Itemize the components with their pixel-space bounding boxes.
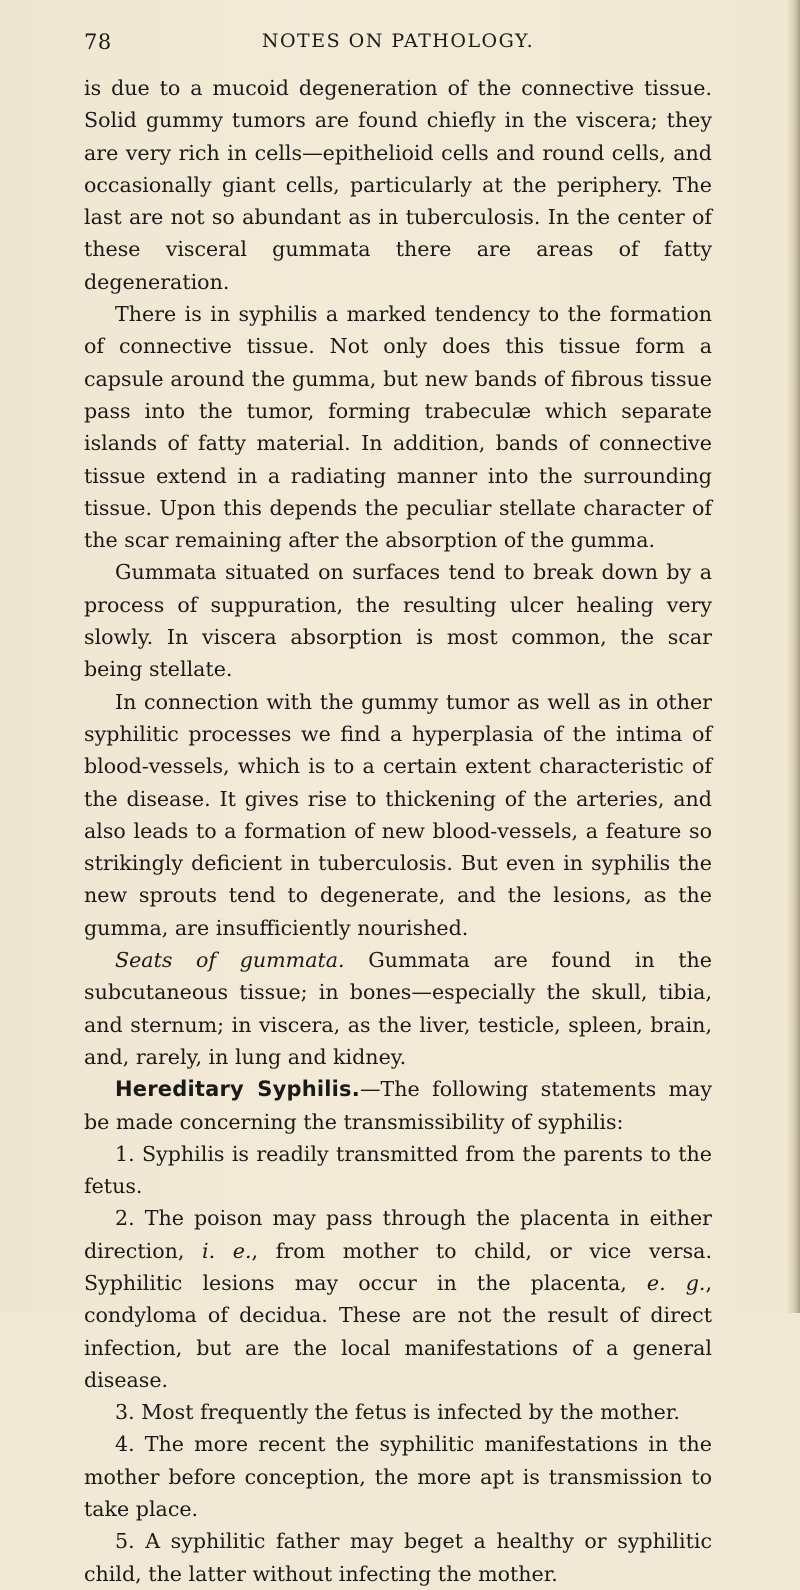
seats-of-gummata-title: Seats of gummata.	[115, 948, 345, 973]
list-item-2	[84, 1202, 712, 1396]
paragraph-gummata-surfaces: Gummata situated on surfaces tend to break down by a process of suppuration, the resulting ulcer healing very slowly. In viscera absorption is most common, the scar being stellate.	[84, 560, 712, 682]
page-edge-shadow	[786, 0, 800, 1313]
list-item-5: 5. A syphilitic father may beget a healthy or syphilitic child, the latter without infecting the mother.	[84, 1529, 712, 1586]
hereditary-syphilis-text: —The following statements may be made concerning the transmissibility of syphilis:	[84, 1077, 712, 1134]
page-number: 78	[84, 30, 112, 54]
body-text	[84, 72, 712, 1590]
paragraph-seats-of-gummata	[84, 944, 712, 1073]
list-item-2-part-c: , condyloma of decidua. These are not the result of direct infection, but are the local manifestations of a general disease.	[84, 1270, 712, 1392]
hereditary-syphilis-heading: Hereditary Syphilis.	[115, 1077, 360, 1102]
list-item-3: 3. Most frequently the fetus is infected by the mother.	[115, 1400, 680, 1425]
list-item-4: 4. The more recent the syphilitic manifestations in the mother before conception, the more apt is transmission to take place.	[84, 1432, 712, 1522]
list-item-2-part-b: , from mother to child, or vice versa. Syphilitic lesions may occur in the placenta,	[84, 1238, 713, 1295]
seats-of-gummata-text: Gummata are found in the subcutaneous tissue; in bones—especially the skull, tibia, and sternum; in viscera, as the liver, testicle, spleen, brain, and, rarely, in lung and kidney.	[84, 948, 712, 1069]
list-item-1: 1. Syphilis is readily transmitted from the parents to the fetus.	[84, 1141, 712, 1199]
paragraph-gummy-tumors: is due to a mucoid degeneration of the connective tissue. Solid gummy tumors are found chiefly in the viscera; they are very rich in cells—epithelioid cells and round cells, and occasionally giant cells, particularly at the periphery. The last are not so abundant as in tuberculosis. In the center of these visceral gummata there are areas of fatty degeneration.	[84, 76, 712, 294]
paragraph-connective-tissue: There is in syphilis a marked tendency to the formation of connective tissue. Not only does this tissue form a capsule around the gumma, but new bands of fibrous tissue pass into the tumor, forming trabeculæ which separate islands of fatty material. In addition, bands of connective tissue extend in a radiating manner into the surrounding tissue. Upon this depends the peculiar stellate character of the scar remaining after the absorption of the gumma.	[84, 302, 712, 553]
paragraph-hereditary-syphilis	[84, 1073, 712, 1138]
list-item-2-part-a: 2. The poison may pass through the placenta in either direction,	[84, 1206, 712, 1263]
list-item-2-ie: i. e.	[202, 1238, 252, 1263]
page-header	[84, 30, 712, 56]
paragraph-hyperplasia: In connection with the gummy tumor as well as in other syphilitic processes we find a hyperplasia of the intima of blood-vessels, which is to a certain extent characteristic of the disease. It gives rise to thickening of the arteries, and also leads to a formation of new blood-vessels, a feature so strikingly deficient in tuberculosis. But even in syphilis the new sprouts tend to degenerate, and the lesions, as the gumma, are insufficiently nourished.	[84, 689, 712, 940]
list-item-2-eg: e. g.	[646, 1270, 706, 1295]
running-head: NOTES ON PATHOLOGY.	[261, 30, 535, 52]
